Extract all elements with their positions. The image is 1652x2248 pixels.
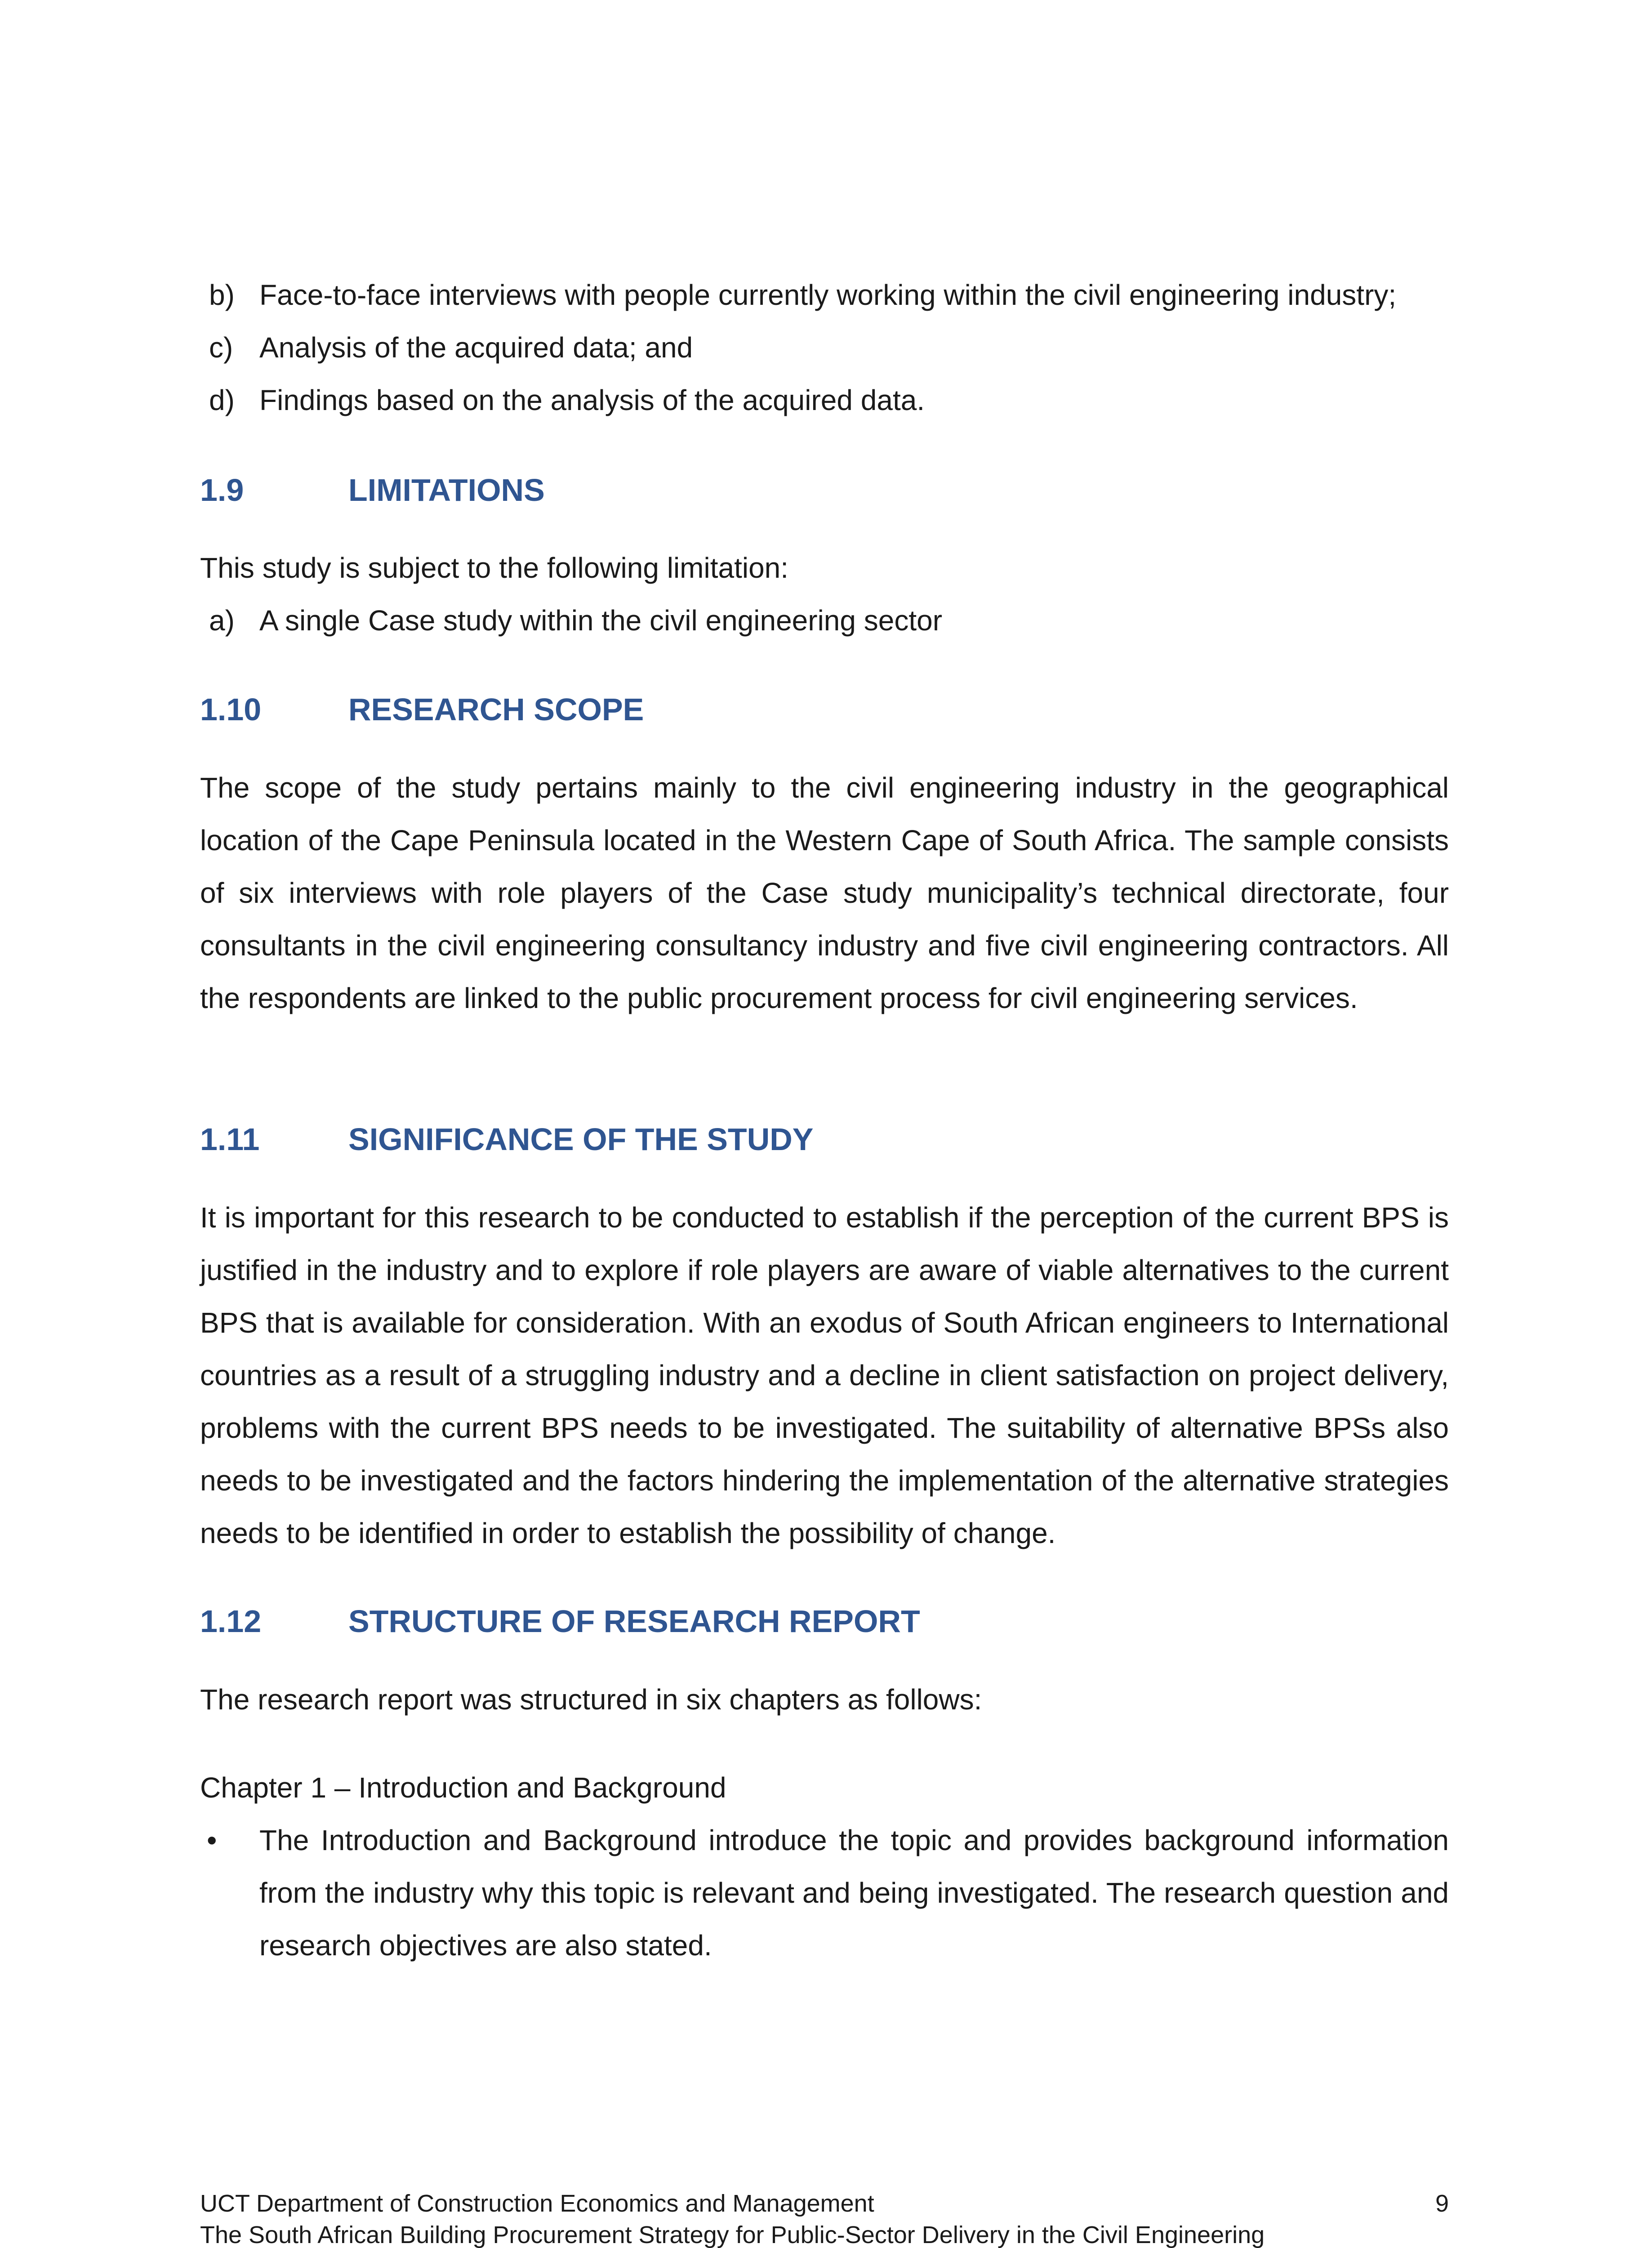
- section-heading-structure: [200, 1599, 920, 1644]
- section-heading-limitations: [200, 468, 545, 513]
- section-number: 1.12: [200, 1604, 262, 1639]
- list-item: [200, 374, 1449, 427]
- footer-department: UCT Department of Construction Economics and Management: [200, 2190, 874, 2217]
- list-marker: d): [209, 384, 235, 416]
- document-page: [200, 0, 1449, 2248]
- bullet-icon: •: [207, 1824, 217, 1856]
- method-list: [200, 269, 1449, 427]
- section-title: LIMITATIONS: [348, 473, 545, 508]
- list-item-text: A single Case study within the civil engineering sector: [259, 604, 943, 637]
- list-marker: c): [209, 331, 233, 364]
- section-number: 1.10: [200, 692, 262, 727]
- significance-paragraph: It is important for this research to be conducted to establish if the perception of the current BPS is justified in the industry and to explore if role players are aware of viable alternatives to the current BPS that is available for consideration. With an exodus of South African engineers to International countries as a result of a struggling industry and a decline in client satisfaction on project delivery, problems with the current BPS needs to be investigated. The suitability of alternative BPSs also needs to be investigated and the factors hindering the implementation of the alternative strategies needs to be identified in order to establish the possibility of change.: [200, 1201, 1449, 1549]
- chapter-bullet-list: [200, 1814, 1449, 1972]
- page-footer: [200, 2188, 1449, 2248]
- list-item: [200, 269, 1449, 321]
- section-number: 1.9: [200, 473, 244, 508]
- section-title: SIGNIFICANCE OF THE STUDY: [348, 1122, 814, 1157]
- limitations-body: [200, 542, 1449, 647]
- limitations-intro: This study is subject to the following limitation:: [200, 552, 789, 584]
- section-heading-significance: [200, 1117, 813, 1162]
- chapter-label: Chapter 1 – Introduction and Background: [200, 1771, 726, 1804]
- list-item-text: Findings based on the analysis of the acquired data.: [259, 384, 925, 416]
- list-item-text: Analysis of the acquired data; and: [259, 331, 693, 364]
- list-item: [200, 1814, 1449, 1972]
- list-item-text: Face-to-face interviews with people currently working within the civil engineering industry;: [259, 279, 1397, 311]
- list-item-text: The Introduction and Background introduce the topic and provides background information from the industry why this topic is relevant and being investigated. The research question and research objectives are also stated.: [259, 1824, 1449, 1962]
- structure-intro: The research report was structured in six chapters as follows:: [200, 1683, 982, 1716]
- page-number: 9: [1435, 2190, 1449, 2217]
- section-title: STRUCTURE OF RESEARCH REPORT: [348, 1604, 920, 1639]
- footer-title-line1: The South African Building Procurement Strategy for Public-Sector Delivery in the Civil Engineering: [200, 2221, 1265, 2248]
- list-item: [200, 321, 1449, 374]
- list-item: [200, 594, 1449, 647]
- section-number: 1.11: [200, 1122, 260, 1157]
- section-title: RESEARCH SCOPE: [348, 692, 644, 727]
- scope-paragraph: The scope of the study pertains mainly to the civil engineering industry in the geographical location of the Cape Peninsula located in the Western Cape of South Africa. The sample consists of six interviews with role players of the Case study municipality’s technical directorate, four consultants in the civil engineering consultancy industry and five civil engineering contractors. All the respondents are linked to the public procurement process for civil engineering services.: [200, 772, 1449, 1014]
- list-marker: b): [209, 279, 235, 311]
- section-heading-scope: [200, 687, 644, 732]
- list-marker: a): [209, 604, 235, 637]
